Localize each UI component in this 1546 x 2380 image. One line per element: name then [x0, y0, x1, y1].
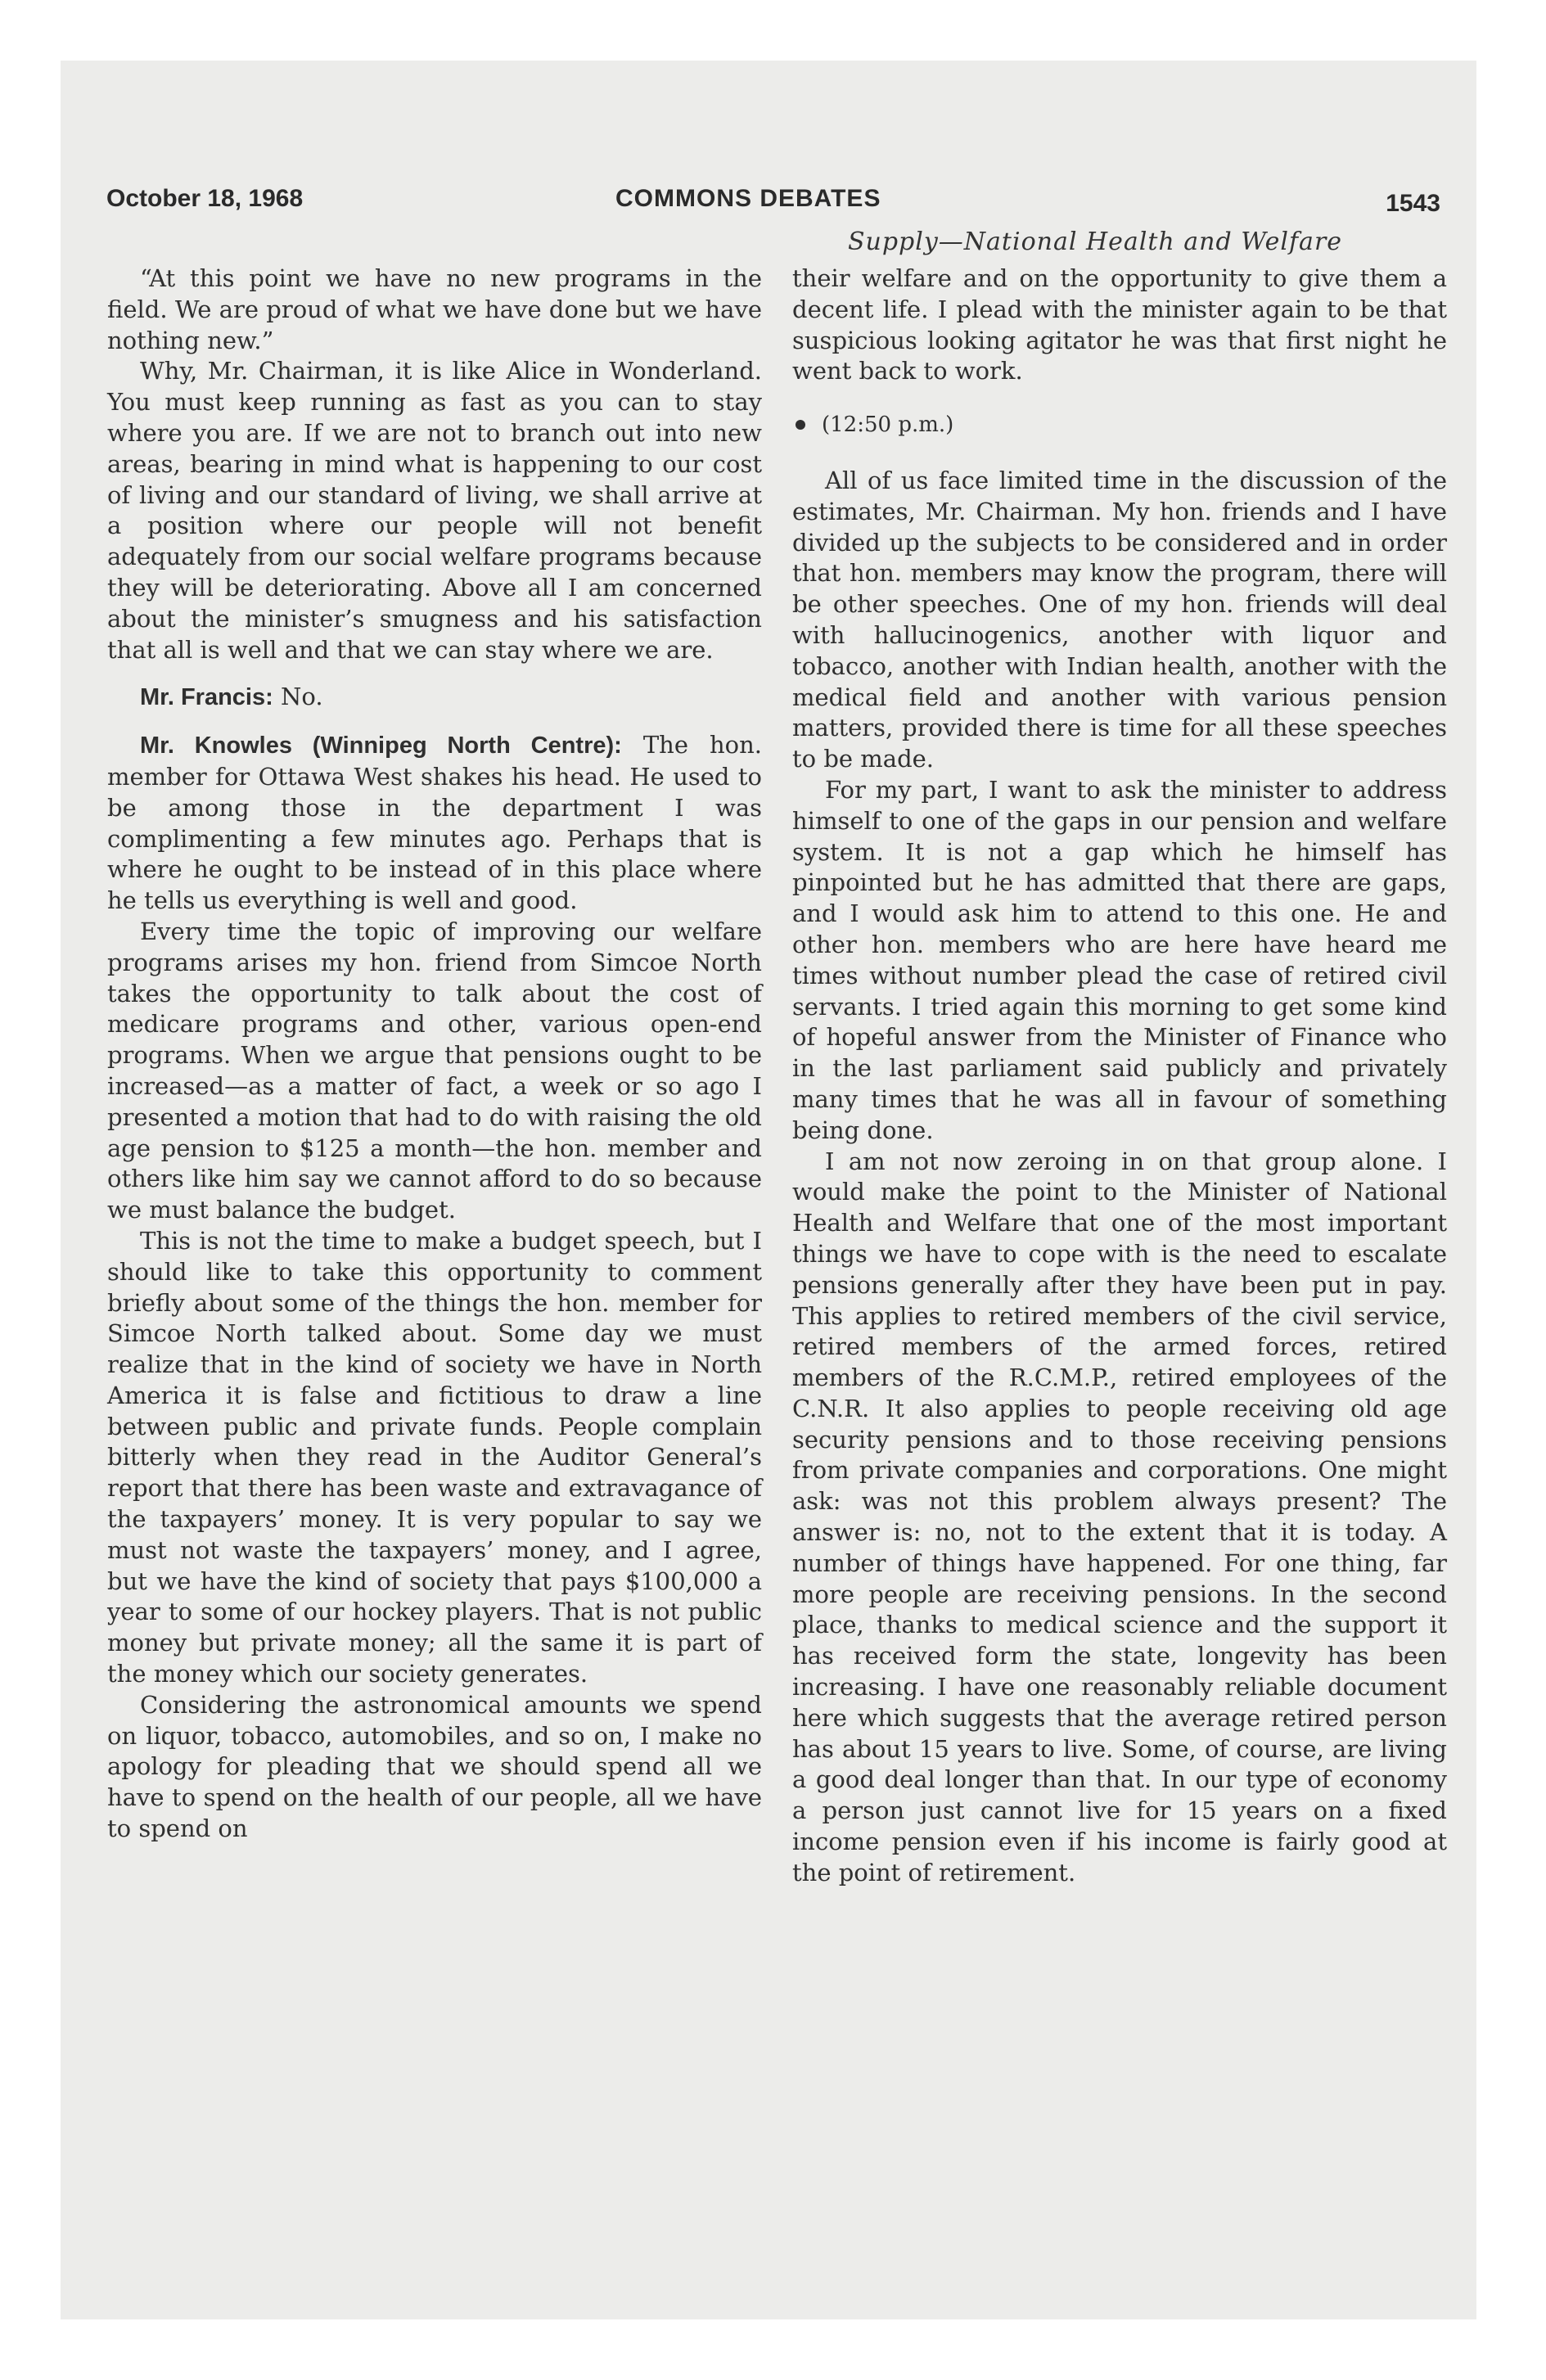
left-column — [107, 264, 762, 1845]
timestamp-line — [792, 410, 1447, 441]
speech-text: No. — [281, 683, 323, 711]
bullet-icon — [796, 420, 805, 430]
speaker-name: Mr. Francis: — [140, 684, 273, 711]
speaker-paragraph — [107, 730, 762, 917]
paragraph: “At this point we have no new programs in the field. We are proud of what we have done but we have nothing new.” — [107, 264, 762, 354]
paragraph: For my part, I want to ask the minister to address himself to one of the gaps in our pension and welfare system. It is not a gap which he himself has pinpointed but he has admitted that there are gaps, and I would ask him to attend to this one. He and other hon. members who are here have heard me times without number plead the case of retired civil servants. I tried again this morning to get some kind of hopeful answer from the Minister of Finance who in the last parliament said publicly and privately many times that he was all in favour of something being done. — [792, 775, 1447, 1144]
paragraph: I am not now zeroing in on that group alone. I would make the point to the Minister of National Health and Welfare that one of the most important things we have to cope with is the need to escalate pensions generally after they have been put in pay. This applies to retired members of the civil service, retired members of the armed forces, retired members of the R.C.M.P., retired employees of the C.N.R. It also applies to people receiving old age security pensions and to those receiving pensions from private companies and corporations. One might ask: was not this problem always present? The answer is: no, not to the extent that it is today. A number of things have happened. For one thing, far more people are receiving pensions. In the second place, thanks to medical science and the support it has received form the state, longevity has been increasing. I have one reasonably reliable document here which suggests that the average retired person has about 15 years to live. Some, of course, are living a good deal longer than that. In our type of economy a person just cannot live for 15 years on a fixed income pension even if his income is fairly good at the point of retirement. — [792, 1147, 1447, 1886]
paragraph: Every time the topic of improving our welfare programs arises my hon. friend from Simcoe North takes the opportunity to talk about the cost of medicare programs and other, various open-end programs. When we argue that pensions ought to be increased—as a matter of fact, a week or so ago I presented a motion that had to do with raising the old age pension to $125 a month—the hon. member and others like him say we cannot afford to do so because we must balance the budget. — [107, 917, 762, 1224]
page-number: 1543 — [1386, 190, 1440, 217]
speaker-paragraph — [107, 682, 762, 714]
header-title: COMMONS DEBATES — [615, 185, 881, 212]
paragraph: This is not the time to make a budget speech, but I should like to take this opportunity to comment briefly about some of the things the hon. member for Simcoe North talked about. Some day we must realize that in the kind of society we have in North America it is false and fictitious to draw a line between public and private funds. People complain bitterly when they read in the Auditor General’s report that there has been waste and extravagance of the taxpayers’ money. It is very popular to say we must not waste the taxpayers’ money, and I agree, but we have the kind of society that pays $100,000 a year to some of our hockey players. That is not public money but private money; all the same it is part of the money which our society generates. — [107, 1226, 762, 1688]
speaker-name: Mr. Knowles (Winnipeg North Centre): — [140, 732, 622, 760]
timestamp: (12:50 p.m.) — [822, 412, 954, 438]
header-date: October 18, 1968 — [106, 185, 304, 212]
page-header — [106, 185, 1440, 224]
right-column — [792, 264, 1447, 1889]
paragraph: their welfare and on the opportunity to give them a decent life. I plead with the minister again to be that suspicious looking agitator he was that first night he went back to work. — [792, 264, 1447, 385]
paragraph: Considering the astronomical amounts we spend on liquor, tobacco, automobiles, and so on, I make no apology for pleading that we should spend all we have to spend on the health of our people, all we have to spend on — [107, 1690, 762, 1843]
paragraph: All of us face limited time in the discussion of the estimates, Mr. Chairman. My hon. friends and I have divided up the subjects to be considered and in order that hon. members may know the program, there will be other speeches. One of my hon. friends will deal with hallucinogenics, another with liquor and tobacco, another with Indian health, another with the medical field and another with various pension matters, provided there is time for all these speeches to be made. — [792, 466, 1447, 773]
paragraph: Why, Mr. Chairman, it is like Alice in Wonderland. You must keep running as fast as you can to stay where you are. If we are not to branch out into new areas, bearing in mind what is happening to our cost of living and our standard of living, we shall arrive at a position where our people will not benefit adequately from our social welfare programs because they will be deteriorating. Above all I am concerned about the minister’s smugness and his satisfaction that all is well and that we can stay where we are. — [107, 357, 762, 664]
section-subheader: Supply—National Health and Welfare — [847, 228, 1343, 256]
speech-text: The hon. member for Ottawa West shakes his head. He used to be among those in the department I was complimenting a few minutes ago. Perhaps that is where he ought to be instead of in this place where he tells us everything is well and good. — [107, 731, 763, 915]
